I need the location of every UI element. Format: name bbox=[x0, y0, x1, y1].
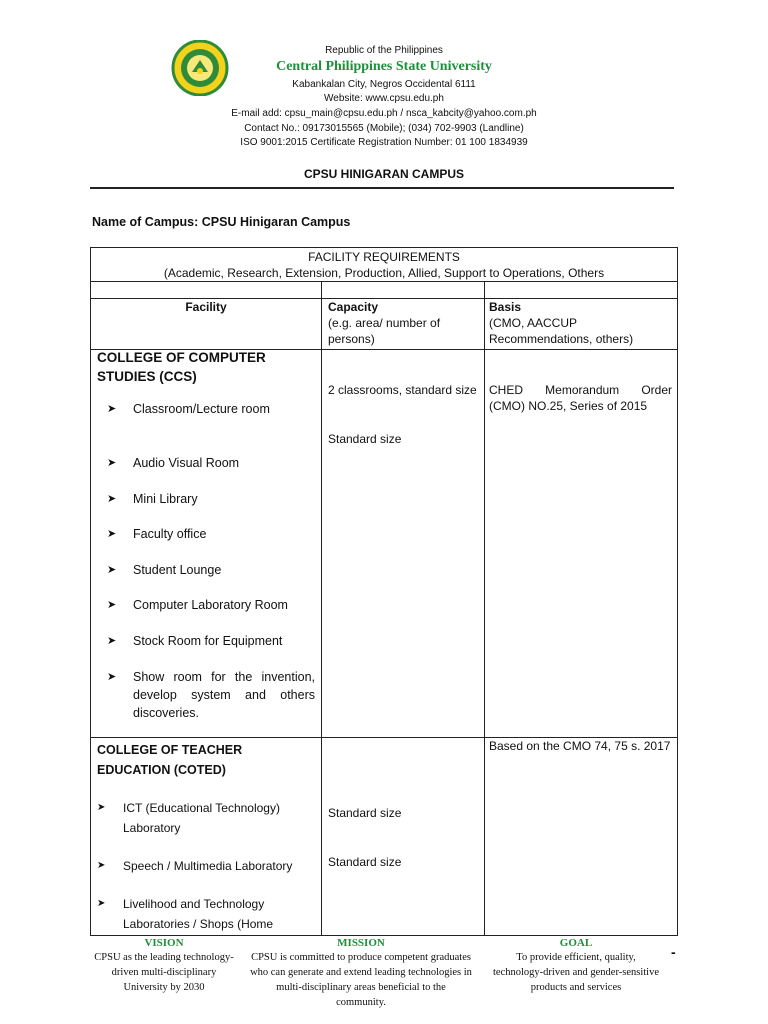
table-rule bbox=[91, 281, 677, 282]
header-divider bbox=[90, 187, 674, 189]
list-item: ➤ Audio Visual Room bbox=[107, 456, 240, 470]
email-line: E-mail add: cpsu_main@cpsu.edu.ph / nsca_kabcity@yahoo.com.ph bbox=[231, 108, 537, 119]
footer-dash: - bbox=[671, 944, 676, 960]
list-item: ➤ Stock Room for Equipment bbox=[107, 634, 283, 648]
list-item: ➤ Computer Laboratory Room bbox=[107, 598, 288, 612]
col-header-capacity-note: (e.g. area/ number of persons) bbox=[328, 316, 441, 346]
table-col-rule bbox=[484, 281, 485, 936]
list-item: ➤ Livelihood and Technology Laboratories / Shops (Home bbox=[97, 894, 317, 934]
list-item: ➤ Speech / Multimedia Laboratory bbox=[97, 856, 317, 876]
col-header-basis: Basis bbox=[489, 300, 522, 314]
col-header-basis-note: (CMO, AACCUP Recommendations, others) bbox=[489, 316, 634, 346]
contact-line: Contact No.: 09173015565 (Mobile); (034) 702-9903 (Landline) bbox=[244, 123, 524, 134]
iso-line: ISO 9001:2015 Certificate Registration Number: 01 100 1834939 bbox=[240, 137, 528, 148]
university-name: Central Philippines State University bbox=[276, 59, 492, 74]
mission-title: MISSION bbox=[337, 937, 385, 949]
arrowhead-bullet-icon: ➤ bbox=[107, 403, 117, 415]
coted-capacity-ict: Standard size bbox=[328, 806, 402, 820]
coted-heading: COLLEGE OF TEACHER EDUCATION (COTED) bbox=[97, 743, 243, 777]
list-item: ➤ Classroom/Lecture room bbox=[107, 402, 270, 416]
list-item: ➤ Faculty office bbox=[107, 527, 207, 541]
vision-text: CPSU as the leading technology-driven multi-disciplinary University by 2030 bbox=[94, 952, 234, 993]
address-line: Kabankalan City, Negros Occidental 6111 bbox=[292, 79, 476, 90]
arrowhead-bullet-icon: ➤ bbox=[97, 860, 106, 871]
col-header-capacity: Capacity bbox=[328, 300, 379, 314]
coted-basis: Based on the CMO 74, 75 s. 2017 bbox=[489, 739, 671, 753]
goal-text: To provide efficient, quality, technology-driven and gender-sensitive products and services bbox=[493, 952, 659, 993]
list-item: ➤ Mini Library bbox=[107, 492, 198, 506]
arrowhead-bullet-icon: ➤ bbox=[107, 457, 117, 469]
arrowhead-bullet-icon: ➤ bbox=[107, 599, 117, 611]
facility-requirements-table bbox=[90, 247, 678, 936]
arrowhead-bullet-icon: ➤ bbox=[107, 528, 117, 540]
arrowhead-bullet-icon: ➤ bbox=[97, 802, 106, 813]
arrowhead-bullet-icon: ➤ bbox=[107, 671, 117, 683]
ccs-heading: COLLEGE OF COMPUTER STUDIES (CCS) bbox=[97, 350, 266, 384]
mission-text: CPSU is committed to produce competent graduates who can generate and extend leading technologies in multi-disciplinary areas beneficial to the community. bbox=[250, 952, 472, 1008]
website-line: Website: www.cpsu.edu.ph bbox=[324, 93, 444, 104]
arrowhead-bullet-icon: ➤ bbox=[107, 635, 117, 647]
vision-title: VISION bbox=[144, 937, 184, 949]
table-subtitle: (Academic, Research, Extension, Production, Allied, Support to Operations, Others bbox=[163, 266, 605, 280]
list-item: ➤ Show room for the invention, develop system and others discoveries. bbox=[107, 670, 315, 720]
arrowhead-bullet-icon: ➤ bbox=[107, 564, 117, 576]
ccs-basis: CHED Memorandum Order (CMO) NO.25, Series of 2015 bbox=[489, 383, 672, 413]
ccs-capacity-standard: Standard size bbox=[328, 432, 402, 446]
coted-capacity-speech: Standard size bbox=[328, 855, 402, 869]
list-item: ➤ Student Lounge bbox=[107, 563, 222, 577]
table-title: FACILITY REQUIREMENTS bbox=[308, 250, 460, 264]
republic-line: Republic of the Philippines bbox=[325, 45, 443, 56]
arrowhead-bullet-icon: ➤ bbox=[107, 493, 117, 505]
arrowhead-bullet-icon: ➤ bbox=[97, 898, 106, 909]
list-item: ➤ ICT (Educational Technology) Laboratory bbox=[97, 798, 317, 838]
name-of-campus: Name of Campus: CPSU Hinigaran Campus bbox=[92, 215, 351, 229]
ccs-capacity-classrooms: 2 classrooms, standard size bbox=[328, 383, 477, 397]
goal-title: GOAL bbox=[559, 937, 593, 949]
col-header-facility: Facility bbox=[185, 300, 227, 314]
table-col-rule bbox=[321, 281, 322, 936]
campus-title: CPSU HINIGARAN CAMPUS bbox=[303, 167, 464, 181]
